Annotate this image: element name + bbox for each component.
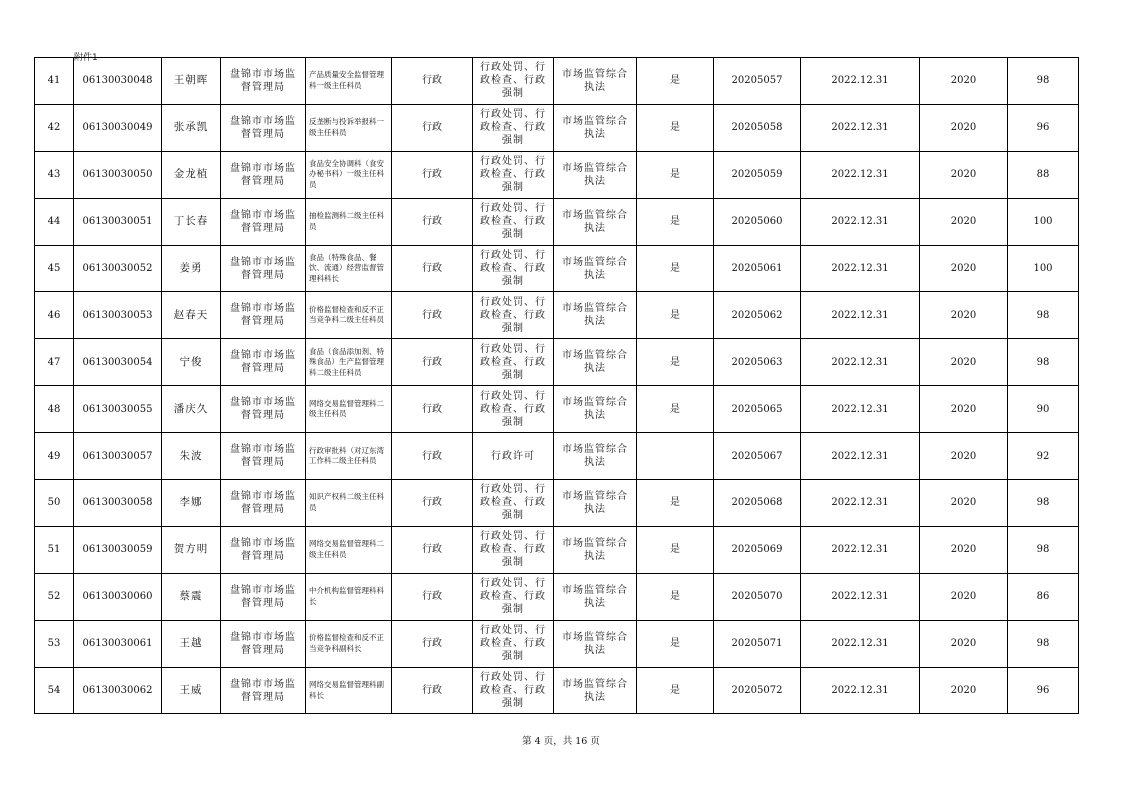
name-cell: 王越 (162, 620, 221, 667)
name-cell: 宁俊 (162, 339, 221, 386)
id-number-cell: 06130030057 (74, 433, 162, 480)
enforcement-type-cell: 行政处罚、行政检查、行政强制 (473, 245, 554, 292)
certificate-number-cell: 20205065 (714, 386, 801, 433)
score-cell: 98 (1008, 620, 1079, 667)
score-cell: 100 (1008, 245, 1079, 292)
id-number-cell: 06130030050 (74, 151, 162, 198)
year-cell: 2020 (920, 386, 1008, 433)
enforcement-type-cell: 行政处罚、行政检查、行政强制 (473, 198, 554, 245)
unit-cell: 盘锦市市场监督管理局 (221, 104, 306, 151)
flag-cell: 是 (637, 667, 714, 714)
enforcement-type-cell: 行政处罚、行政检查、行政强制 (473, 151, 554, 198)
table-row (35, 667, 1079, 714)
year-cell: 2020 (920, 245, 1008, 292)
department-cell: 食品（食品添加剂、特殊食品）生产监督管理科二级主任科员 (306, 339, 392, 386)
field-cell: 市场监管综合执法 (554, 573, 637, 620)
nature-cell: 行政 (392, 151, 473, 198)
nature-cell: 行政 (392, 198, 473, 245)
enforcement-type-cell: 行政处罚、行政检查、行政强制 (473, 292, 554, 339)
year-cell: 2020 (920, 480, 1008, 527)
enforcement-type-cell: 行政处罚、行政检查、行政强制 (473, 667, 554, 714)
year-cell: 2020 (920, 292, 1008, 339)
name-cell: 王朝晖 (162, 58, 221, 105)
row-number-cell: 53 (35, 620, 74, 667)
valid-until-cell: 2022.12.31 (801, 245, 920, 292)
table-row (35, 573, 1079, 620)
id-number-cell: 06130030051 (74, 198, 162, 245)
flag-cell: 是 (637, 104, 714, 151)
row-number-cell: 45 (35, 245, 74, 292)
field-cell: 市场监管综合执法 (554, 526, 637, 573)
unit-cell: 盘锦市市场监督管理局 (221, 620, 306, 667)
row-number-cell: 52 (35, 573, 74, 620)
field-cell: 市场监管综合执法 (554, 104, 637, 151)
year-cell: 2020 (920, 151, 1008, 198)
table-row (35, 58, 1079, 105)
score-cell: 90 (1008, 386, 1079, 433)
year-cell: 2020 (920, 667, 1008, 714)
year-cell: 2020 (920, 526, 1008, 573)
row-number-cell: 50 (35, 480, 74, 527)
name-cell: 李娜 (162, 480, 221, 527)
nature-cell: 行政 (392, 526, 473, 573)
certificate-number-cell: 20205072 (714, 667, 801, 714)
valid-until-cell: 2022.12.31 (801, 433, 920, 480)
table-row (35, 151, 1079, 198)
score-cell: 86 (1008, 573, 1079, 620)
id-number-cell: 06130030053 (74, 292, 162, 339)
unit-cell: 盘锦市市场监督管理局 (221, 433, 306, 480)
valid-until-cell: 2022.12.31 (801, 620, 920, 667)
unit-cell: 盘锦市市场监督管理局 (221, 526, 306, 573)
certificate-number-cell: 20205059 (714, 151, 801, 198)
valid-until-cell: 2022.12.31 (801, 339, 920, 386)
table-row (35, 480, 1079, 527)
unit-cell: 盘锦市市场监督管理局 (221, 339, 306, 386)
table-body (35, 58, 1079, 714)
id-number-cell: 06130030049 (74, 104, 162, 151)
id-number-cell: 06130030060 (74, 573, 162, 620)
score-cell: 98 (1008, 339, 1079, 386)
name-cell: 贺方明 (162, 526, 221, 573)
name-cell: 蔡震 (162, 573, 221, 620)
certificate-number-cell: 20205058 (714, 104, 801, 151)
valid-until-cell: 2022.12.31 (801, 667, 920, 714)
certificate-number-cell: 20205057 (714, 58, 801, 105)
enforcement-type-cell: 行政处罚、行政检查、行政强制 (473, 620, 554, 667)
name-cell: 潘庆久 (162, 386, 221, 433)
valid-until-cell: 2022.12.31 (801, 58, 920, 105)
table-row (35, 526, 1079, 573)
row-number-cell: 54 (35, 667, 74, 714)
department-cell: 反垄断与投诉举报科一级主任科员 (306, 104, 392, 151)
row-number-cell: 49 (35, 433, 74, 480)
unit-cell: 盘锦市市场监督管理局 (221, 386, 306, 433)
row-number-cell: 41 (35, 58, 74, 105)
row-number-cell: 43 (35, 151, 74, 198)
year-cell: 2020 (920, 339, 1008, 386)
table-row (35, 433, 1079, 480)
name-cell: 张承凯 (162, 104, 221, 151)
department-cell: 中介机构监督管理科科长 (306, 573, 392, 620)
table-row (35, 620, 1079, 667)
valid-until-cell: 2022.12.31 (801, 480, 920, 527)
id-number-cell: 06130030061 (74, 620, 162, 667)
nature-cell: 行政 (392, 620, 473, 667)
id-number-cell: 06130030052 (74, 245, 162, 292)
row-number-cell: 44 (35, 198, 74, 245)
nature-cell: 行政 (392, 58, 473, 105)
field-cell: 市场监管综合执法 (554, 151, 637, 198)
certificate-number-cell: 20205071 (714, 620, 801, 667)
certificate-number-cell: 20205069 (714, 526, 801, 573)
nature-cell: 行政 (392, 339, 473, 386)
id-number-cell: 06130030048 (74, 58, 162, 105)
certificate-number-cell: 20205062 (714, 292, 801, 339)
nature-cell: 行政 (392, 245, 473, 292)
score-cell: 100 (1008, 198, 1079, 245)
certificate-number-cell: 20205063 (714, 339, 801, 386)
unit-cell: 盘锦市市场监督管理局 (221, 480, 306, 527)
enforcement-type-cell: 行政处罚、行政检查、行政强制 (473, 58, 554, 105)
unit-cell: 盘锦市市场监督管理局 (221, 151, 306, 198)
enforcement-type-cell: 行政处罚、行政检查、行政强制 (473, 104, 554, 151)
enforcement-type-cell: 行政处罚、行政检查、行政强制 (473, 480, 554, 527)
name-cell: 姜勇 (162, 245, 221, 292)
field-cell: 市场监管综合执法 (554, 620, 637, 667)
field-cell: 市场监管综合执法 (554, 292, 637, 339)
id-number-cell: 06130030059 (74, 526, 162, 573)
year-cell: 2020 (920, 58, 1008, 105)
flag-cell: 是 (637, 620, 714, 667)
field-cell: 市场监管综合执法 (554, 480, 637, 527)
field-cell: 市场监管综合执法 (554, 433, 637, 480)
name-cell: 金龙植 (162, 151, 221, 198)
score-cell: 98 (1008, 526, 1079, 573)
nature-cell: 行政 (392, 433, 473, 480)
nature-cell: 行政 (392, 104, 473, 151)
department-cell: 网络交易监督管理科二级主任科员 (306, 526, 392, 573)
flag-cell: 是 (637, 245, 714, 292)
score-cell: 88 (1008, 151, 1079, 198)
enforcement-type-cell: 行政许可 (473, 433, 554, 480)
table-row (35, 339, 1079, 386)
table-row (35, 104, 1079, 151)
flag-cell: 是 (637, 339, 714, 386)
table-row (35, 198, 1079, 245)
field-cell: 市场监管综合执法 (554, 667, 637, 714)
certificate-number-cell: 20205068 (714, 480, 801, 527)
flag-cell: 是 (637, 198, 714, 245)
certificate-number-cell: 20205067 (714, 433, 801, 480)
table-row (35, 245, 1079, 292)
nature-cell: 行政 (392, 573, 473, 620)
page-footer: 第 4 页，共 16 页 (522, 736, 600, 747)
nature-cell: 行政 (392, 292, 473, 339)
unit-cell: 盘锦市市场监督管理局 (221, 667, 306, 714)
score-cell: 96 (1008, 104, 1079, 151)
flag-cell: 是 (637, 526, 714, 573)
id-number-cell: 06130030058 (74, 480, 162, 527)
certificate-number-cell: 20205061 (714, 245, 801, 292)
valid-until-cell: 2022.12.31 (801, 151, 920, 198)
department-cell: 价格监督检查和反不正当竞争科二级主任科员 (306, 292, 392, 339)
field-cell: 市场监管综合执法 (554, 58, 637, 105)
row-number-cell: 46 (35, 292, 74, 339)
valid-until-cell: 2022.12.31 (801, 386, 920, 433)
enforcement-type-cell: 行政处罚、行政检查、行政强制 (473, 573, 554, 620)
unit-cell: 盘锦市市场监督管理局 (221, 198, 306, 245)
score-cell: 98 (1008, 292, 1079, 339)
unit-cell: 盘锦市市场监督管理局 (221, 292, 306, 339)
id-number-cell: 06130030054 (74, 339, 162, 386)
score-cell: 96 (1008, 667, 1079, 714)
enforcement-type-cell: 行政处罚、行政检查、行政强制 (473, 526, 554, 573)
department-cell: 知识产权科二级主任科员 (306, 480, 392, 527)
score-cell: 92 (1008, 433, 1079, 480)
unit-cell: 盘锦市市场监督管理局 (221, 58, 306, 105)
row-number-cell: 48 (35, 386, 74, 433)
personnel-table (34, 57, 1079, 714)
score-cell: 98 (1008, 58, 1079, 105)
unit-cell: 盘锦市市场监督管理局 (221, 573, 306, 620)
enforcement-type-cell: 行政处罚、行政检查、行政强制 (473, 386, 554, 433)
valid-until-cell: 2022.12.31 (801, 573, 920, 620)
flag-cell: 是 (637, 58, 714, 105)
certificate-number-cell: 20205070 (714, 573, 801, 620)
nature-cell: 行政 (392, 386, 473, 433)
department-cell: 网络交易监督管理科二级主任科员 (306, 386, 392, 433)
id-number-cell: 06130030062 (74, 667, 162, 714)
department-cell: 食品安全协调科（食安办秘书科）一级主任科员 (306, 151, 392, 198)
nature-cell: 行政 (392, 480, 473, 527)
valid-until-cell: 2022.12.31 (801, 292, 920, 339)
flag-cell: 是 (637, 386, 714, 433)
unit-cell: 盘锦市市场监督管理局 (221, 245, 306, 292)
year-cell: 2020 (920, 198, 1008, 245)
department-cell: 产品质量安全监督管理科一级主任科员 (306, 58, 392, 105)
score-cell: 98 (1008, 480, 1079, 527)
field-cell: 市场监管综合执法 (554, 386, 637, 433)
field-cell: 市场监管综合执法 (554, 198, 637, 245)
valid-until-cell: 2022.12.31 (801, 104, 920, 151)
id-number-cell: 06130030055 (74, 386, 162, 433)
year-cell: 2020 (920, 573, 1008, 620)
field-cell: 市场监管综合执法 (554, 245, 637, 292)
table-row (35, 386, 1079, 433)
name-cell: 王威 (162, 667, 221, 714)
department-cell: 食品（特殊食品、餐饮、流通）经营监督管理科科长 (306, 245, 392, 292)
flag-cell: 是 (637, 573, 714, 620)
flag-cell: 是 (637, 480, 714, 527)
enforcement-type-cell: 行政处罚、行政检查、行政强制 (473, 339, 554, 386)
year-cell: 2020 (920, 620, 1008, 667)
year-cell: 2020 (920, 433, 1008, 480)
department-cell: 抽检监测科二级主任科员 (306, 198, 392, 245)
nature-cell: 行政 (392, 667, 473, 714)
name-cell: 朱波 (162, 433, 221, 480)
department-cell: 网络交易监督管理科副科长 (306, 667, 392, 714)
department-cell: 价格监督检查和反不正当竞争科副科长 (306, 620, 392, 667)
table-row (35, 292, 1079, 339)
flag-cell: 是 (637, 151, 714, 198)
department-cell: 行政审批科（对辽东湾工作科二级主任科员 (306, 433, 392, 480)
row-number-cell: 47 (35, 339, 74, 386)
name-cell: 赵春天 (162, 292, 221, 339)
flag-cell: 是 (637, 292, 714, 339)
row-number-cell: 51 (35, 526, 74, 573)
valid-until-cell: 2022.12.31 (801, 526, 920, 573)
attachment-label: 附件1 (74, 53, 98, 63)
flag-cell (637, 433, 714, 480)
year-cell: 2020 (920, 104, 1008, 151)
row-number-cell: 42 (35, 104, 74, 151)
name-cell: 丁长春 (162, 198, 221, 245)
certificate-number-cell: 20205060 (714, 198, 801, 245)
valid-until-cell: 2022.12.31 (801, 198, 920, 245)
field-cell: 市场监管综合执法 (554, 339, 637, 386)
